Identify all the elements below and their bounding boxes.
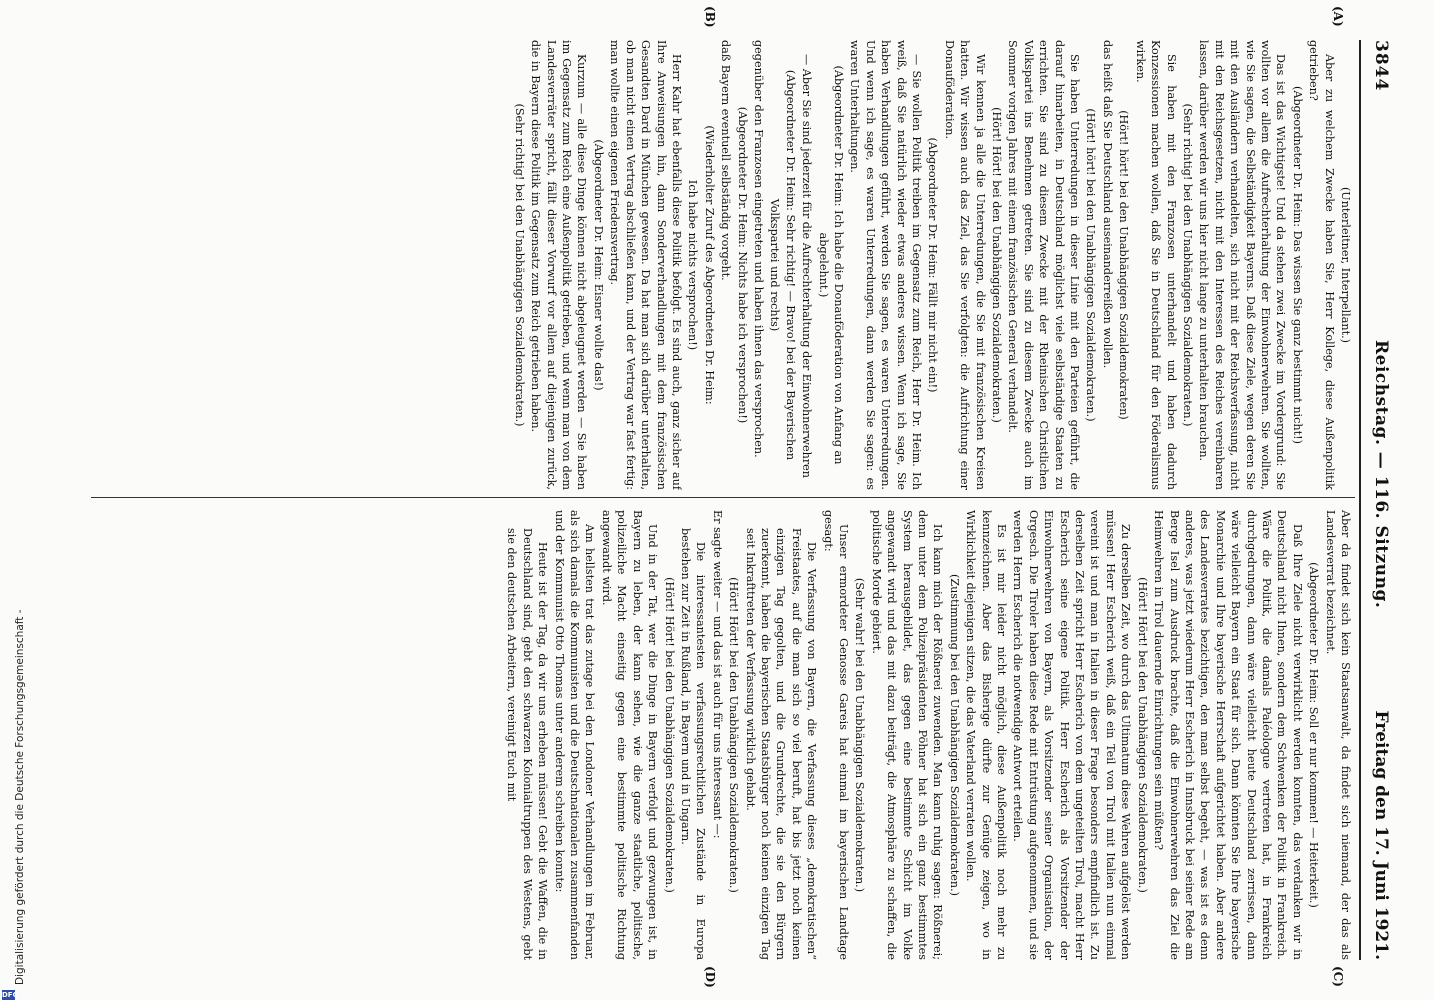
- margin-mark-b: (B): [703, 6, 717, 28]
- interjection: (Abgeordneter Dr. Heim: Ich habe die Donauföderation von Anfang an abgelehnt.): [816, 65, 845, 465]
- margin-mark-a: (A): [1331, 6, 1345, 27]
- paragraph: Er sagte weiter — und das ist auch für uns interessant —:: [710, 510, 724, 839]
- text-column-left: [93, 40, 1353, 490]
- paragraph: Und in der Tat, wer die Dinge in Bayern verfolgt und gezwungen ist, in Bayern zu leben, der kann sehen, wie die ganze staatliche, politische, polizeiliche Macht einseitig gegen eine bestimmte politische Richtung angewandt wird.: [599, 510, 660, 960]
- paragraph: Aber zu welchem Zwecke haben Sie, Herr Kollege, diese Außenpolitik getrieben?: [1307, 40, 1336, 490]
- running-title: Reichstag. — 116. Sitzung.: [1371, 340, 1391, 609]
- interjection: (Hört! Hört! bei den Unabhängigen Sozialdemokraten.): [1135, 577, 1149, 893]
- dfg-logo: [2, 990, 19, 1000]
- text-column-right: [93, 510, 1353, 960]
- header-rule: [1359, 40, 1361, 960]
- interjection: (Hört! Hört! bei den Unabhängigen Sozialdemokraten.): [662, 577, 676, 893]
- interjection: (Abgeordneter Dr. Heim: Das wissen Sie ganz bestimmt nicht!): [1290, 86, 1304, 444]
- paragraph: Kurzum — alle diese Dinge können nicht abgeleugnet werden — Sie haben im Gegensatz zum Reich eine Außenpolitik getrieben, und wenn man von dem Landesverräter spricht, fällt dieser Vorwurf vor allem auf diejenigen zurück, die in Bayern diese Politik im Gegensatz zum Reich getrieben haben.: [529, 40, 589, 490]
- interjection: (Sehr wahr! bei den Unabhängigen Sozialdemokraten.): [853, 577, 867, 893]
- paragraph: Unser ermordeter Genosse Gareis hat einmal im bayerischen Landtage gesagt:: [821, 510, 850, 960]
- interjection: (Abgeordneter Dr. Heim: Eisner wollte das!): [591, 139, 605, 391]
- quotation: Die Verfassung von Bayern, die Verfassung dieses „demokratischen“ Freistaates, auf die man sich so viel beruft, hat bis jetzt noch keinen einzigen Tag gegolten, und die Grundrechte, die sie den Bürgern zuerkennt, haben die bayerischen Staatsbürger noch keinen einzigen Tag seit Inkrafttreten der Verfassung wirklich gehabt.: [743, 528, 819, 960]
- interjection: (Abgeordneter Dr. Heim: Fällt mir nicht ein!): [926, 137, 940, 393]
- paragraph: gegenüber den Franzosen eingetreten und haben ihnen das versprochen.: [751, 40, 765, 458]
- paragraph: Sie haben mit den Franzosen unterhandelt und haben dadurch Konzessionen machen wollen, daß Sie in Deutschland für den Föderalismus wirken.: [1133, 40, 1178, 490]
- paragraph: Das ist das Wichtigste! Und da stehen zwei Zwecke im Vordergrund: Sie wollten vor allem die Aufrechterhaltung der Einwohnerwehren. Sie wollten, wie Sie sagen, die Selbständigkeit Bayerns. Daß diese Ziele, wegen deren Sie mit den Ausländern verhandelten, sich nicht mit der Reichsverfassung, nicht mit den Reichsgesetzen, nicht mit den Interessen des Reiches vereinbaren lassen, darüber werden wir uns hier nicht lange zu unterhalten brauchen.: [1197, 40, 1288, 490]
- paragraph: Aber da findet sich kein Staatsanwalt, da findet sich niemand, der das als Landesverrat bezeichnet.: [1323, 510, 1352, 960]
- quotation: Heute ist der Tag, da wir uns erheben müssen! Gebt die Waffen, die in Deutschland sind, gebt den schwarzen Kolonialtruppen des Westens, gebt sie den deutschen Arbeitern, vereinigt Euch mit: [505, 528, 550, 960]
- margin-mark-c: (C): [1331, 966, 1345, 987]
- paragraph: Zu derselben Zeit, wo durch das Ultimatum diese Wehren aufgelöst werden müssen! Herr Escherich weiß, daß ein Teil von Tirol mit Italien nun einmal vereint ist und man in Italien in dieser Frage besonders empfindlich ist. Zu derselben Zeit spricht Herr Escherich von dem ungeteilten Tirol, macht Herr Escherich seine eigene Politik. Herr Escherich als Vorsitzender der Einwohnerwehren von Bayern, als Vorsitzender seiner Organisation, der Orgesch. Die Tiroler haben diese Rede mit Entrüstung aufgenommen, und sie werden Herrn Escherich die notwendige Antwort erteilen.: [1011, 510, 1133, 960]
- interjection: (Hört! Hört! bei den Unabhängigen Sozialdemokraten.): [727, 577, 741, 893]
- quotation: Die interessantesten verfassungsrechtlichen Zustände in Europa bestehen zur Zeit in Rußland, in Bayern und in Ungarn.: [678, 528, 708, 960]
- page-number: 3844: [1371, 40, 1391, 92]
- paragraph: Sie haben Unterredungen in dieser Linie mit den Parteien geführt, die darauf hinarbeiten, in Deutschland möglichst viele selbständige Staaten zu errichten. Sie sind zu diesem Zwecke mit der Rheinischen Christlichen Volkspartei ins Benehmen getreten. Sie sind zu diesem Zwecke auch im Sommer vorigen Jahres mit einem französischen General verhandelt.: [1006, 40, 1082, 490]
- paragraph: das heißt daß Sie Deutschland auseinanderreißen wollen.: [1100, 40, 1114, 369]
- digitization-credit: Digitalisierung gefördert durch die Deutsche Forschungsgemeinschaft -: [14, 609, 26, 985]
- interjection: (Sehr richtig! bei den Unabhängigen Sozialdemokraten.): [1180, 103, 1194, 427]
- paragraph: Wir kennen ja alle die Unterredungen, die Sie mit französischen Kreisen hatten. Wir wissen auch das Ziel, das Sie verfolgten: die Aufrichtung einer Donauföderation.: [942, 40, 987, 490]
- session-date: Freitag den 17. Juni 1921.: [1371, 710, 1391, 960]
- paragraph: Ich kann mich der Rößnerei zuwenden. Man kann ruhig sagen: Rößnerei; denn unter dem Polizeipräsidenten Pöhner hat sich ein ganz bestimmtes System herausgebildet, das gegen eine bestimmte Schicht im Volke angewandt wird und das mit dazu beiträgt, die Atmosphäre zu schaffen, die politische Morde gebiert.: [869, 510, 945, 960]
- dfg-logo-text: DFG: [2, 991, 19, 999]
- interjection: (Abgeordneter Dr. Heim: Nichts habe ich versprochen!): [735, 106, 749, 424]
- interjection: (Wiederholter Zuruf des Abgeordneten Dr. Heim:: [702, 125, 716, 405]
- interjection: (Abgeordneter Dr. Heim: Soll er nur kommen! — Heiterkeit.): [1307, 562, 1321, 908]
- interjection: (Sehr richtig! bei den Unabhängigen Sozialdemokraten.): [512, 103, 526, 427]
- paragraph: daß Bayern eventuell selbständig vorgeht.: [719, 40, 733, 281]
- paragraph: Herr Kahr hat ebenfalls diese Politik befolgt. Es sind auch, ganz sicher auf Ihre Anweisungen hin, dann Sonderverhandlungen mit dem französischen Gesandten Dard in München gewesen. Da hat man sich darüber unterhalten, ob man nicht einen Vertrag abschließen kann, und der Vertrag war fast fertig: man wollte einen eigenen Friedensvertrag.: [608, 40, 683, 490]
- paragraph: (Unterleitner, Interpellant.): [1339, 186, 1352, 344]
- paragraph: Daß Ihre Ziele nicht verwirklicht werden konnten, das verdanken wir in Deutschland nicht Ihnen, sondern dem Schwenken der Politik in Frankreich. Wäre die Politik, die damals Paléologue vertreten hat, in Frankreich durchgedrungen, dann wäre vielleicht heute Deutschland zerrissen, dann wäre vielleicht Bayern ein Staat für sich. Dann könnten Sie Ihre bayerische Monarchie und Ihre bayerische Herrschaft aufgerichtet haben. Aber andere des Landesverrates bezichtigen, den man selbst begeht, — was ist es denn anderes, was jetzt wiederum Herr Escherich in Innsbruck bei seiner Rede am Berge Isel zum Ausdruck brachte, daß die Einwohnerwehren das Ziel die Heimwehren in Tirol dauernde Einrichtungen sein müßten?: [1152, 510, 1304, 960]
- interjection: Ich habe nichts versprochen!): [686, 179, 700, 351]
- rotated-page-content: [37, 0, 1417, 1000]
- interjection: (Hört! Hört! bei den Unabhängigen Sozialdemokraten.): [990, 107, 1004, 423]
- interjection: (Abgeordneter Dr. Heim: Sehr richtig! — Bravo! bei der Bayerischen Volkspartei und rechts): [768, 69, 797, 461]
- paragraph: Am hellsten trat das zutage bei den Londoner Verhandlungen im Februar, als sich damals die Kommunisten und die Deutschnationalen zusammenfanden und der Kommunist Otto Thomas unter anderem schreiben konnte:: [552, 510, 597, 960]
- interjection: (Hört! hört! bei den Unabhängigen Sozialdemokraten): [1117, 110, 1131, 420]
- margin-mark-d: (D): [703, 966, 717, 988]
- paragraph: — Sie wollen Politik treiben im Gegensatz zum Reich, Herr Dr. Heim. Ich weiß, daß Sie natürlich wieder etwas anderes wissen. Wenn ich sage, Sie haben Verhandlungen geführt, werden Sie sagen, es waren Unterredungen. Und wenn ich sage, es waren Unterredungen, dann werden Sie sagen: es waren Unterhaltungen.: [848, 40, 924, 490]
- interjection: (Zustimmung bei den Unabhängigen Sozialdemokraten.): [947, 573, 961, 897]
- page-header: [1359, 40, 1405, 960]
- column-divider: [91, 497, 1355, 498]
- paragraph: — Aber Sie sind jederzeit für die Aufrechterhaltung der Einwohnerwehren: [800, 54, 814, 479]
- interjection: (Hört! hört! bei den Unabhängigen Sozialdemokraten.): [1084, 108, 1098, 422]
- paragraph: Es ist mir leider nicht möglich, diese Außenpolitik noch mehr zu kennzeichnen. Aber das Bisherige dürfte zur Genüge zeigen, wo in Wirklichkeit diejenigen sitzen, die das Vaterland verraten wollen.: [964, 510, 1009, 960]
